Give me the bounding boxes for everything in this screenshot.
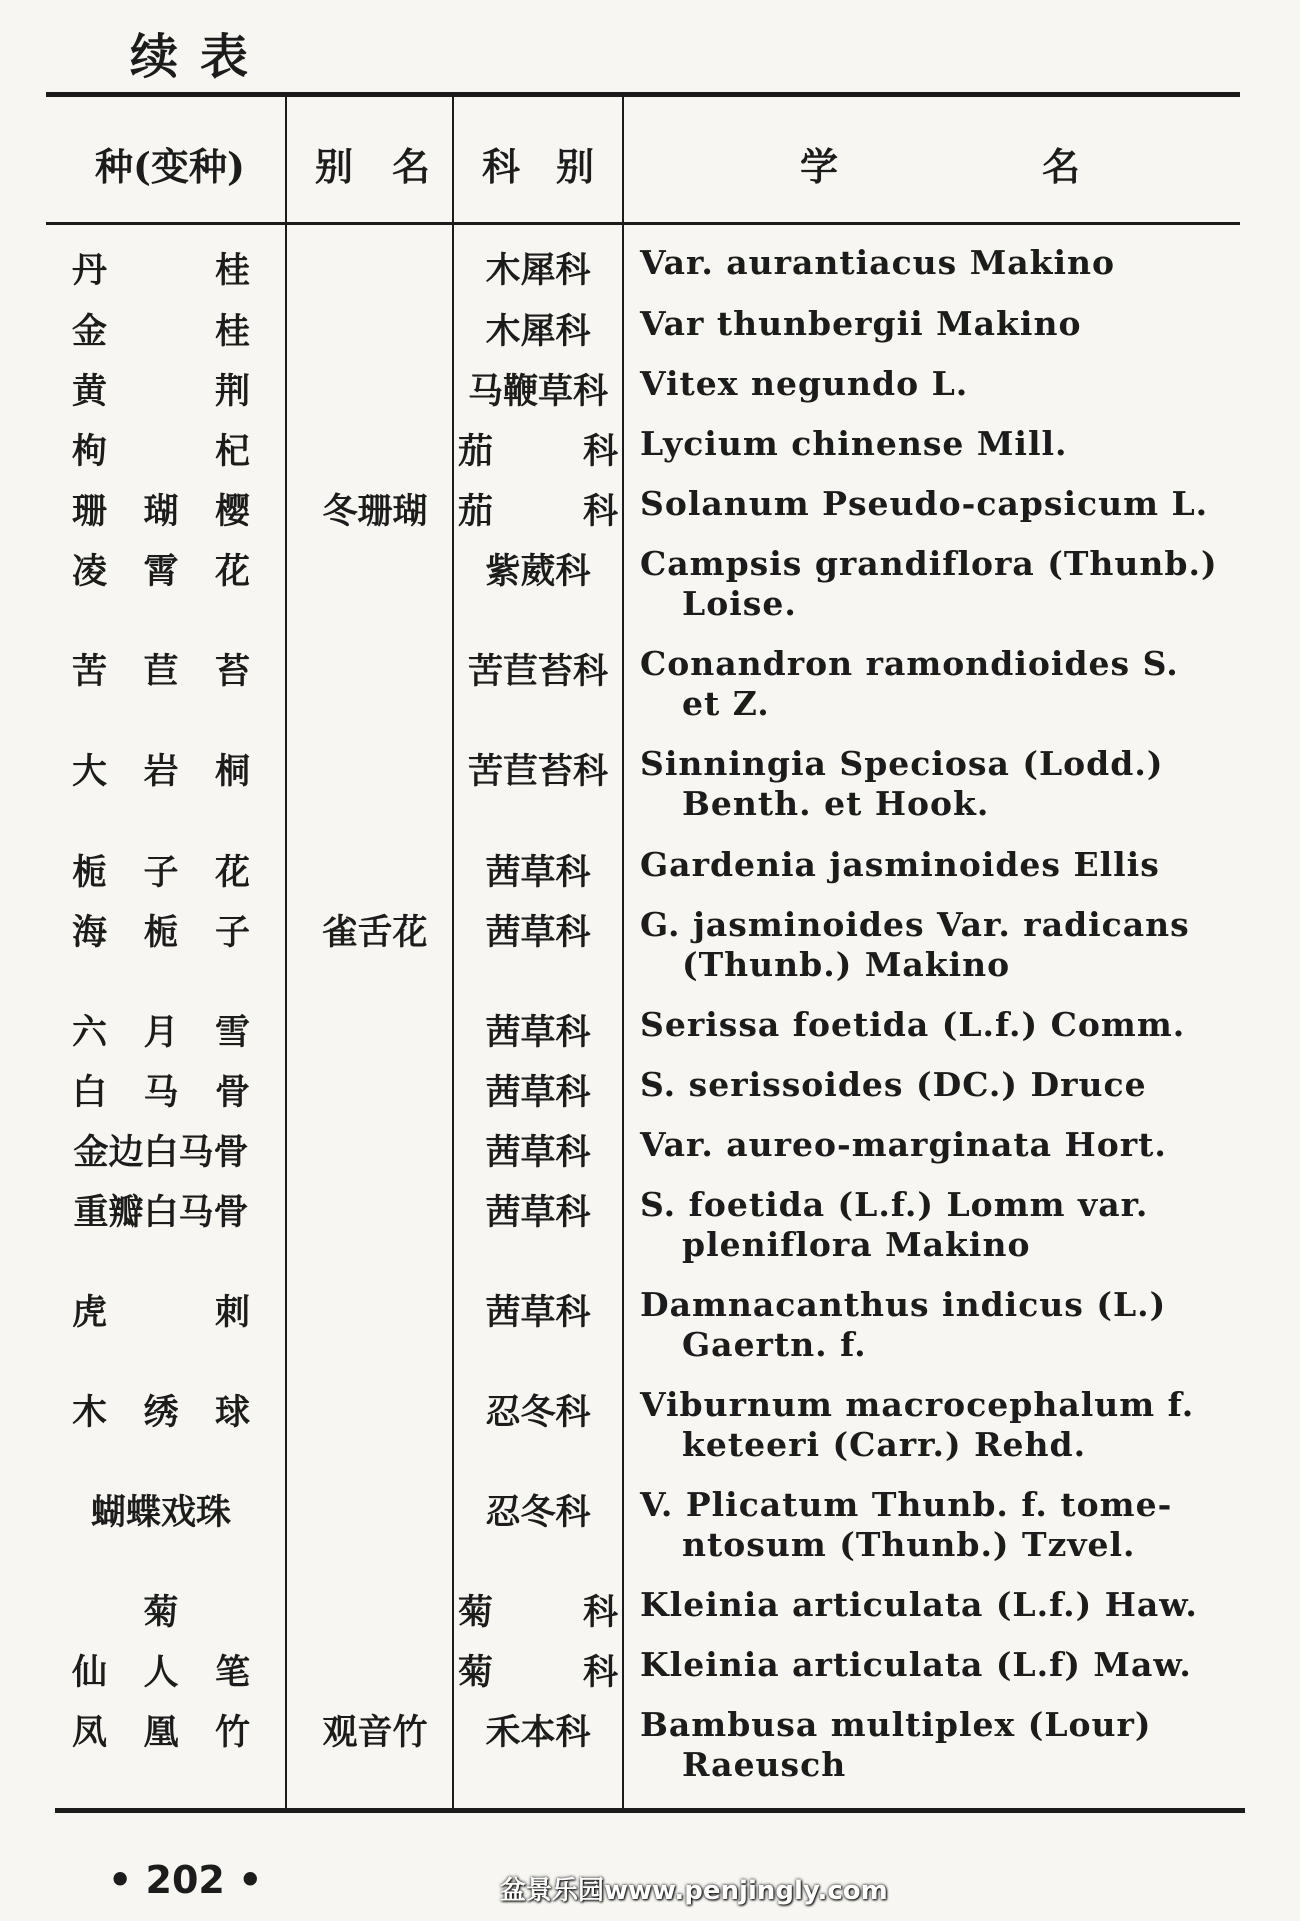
species-text: 蝴蝶戏珠 — [90, 1492, 231, 1533]
species-text: 花 — [214, 852, 250, 893]
species-text: 杞 — [214, 431, 250, 472]
species-text: 竹 — [214, 1712, 250, 1753]
family-text: 茜草科 — [485, 1192, 591, 1233]
column-divider-2 — [452, 97, 454, 1808]
species-text: 桂 — [214, 250, 250, 291]
page-number: • 202 • — [108, 1858, 263, 1902]
scientific-name-line: Serissa foetida (L.f.) Comm. — [640, 1005, 1186, 1044]
scientific-name-line: ntosum (Thunb.) Tzvel. — [682, 1525, 1136, 1564]
species-text: 骨 — [214, 1072, 250, 1113]
species-text: 栀 — [143, 912, 179, 953]
family-cell — [458, 1285, 618, 1335]
scientific-name-cell — [640, 424, 1275, 464]
header-text: 别 — [315, 143, 354, 189]
family-text: 木犀科 — [485, 250, 591, 291]
species-text: 凤 — [72, 1712, 108, 1753]
scientific-name-cell — [640, 1645, 1275, 1685]
family-text: 禾本科 — [485, 1712, 591, 1753]
scientific-name-line: Campsis grandiflora (Thunb.) — [640, 544, 1218, 583]
scientific-name-line: pleniflora Makino — [682, 1225, 1031, 1264]
scientific-name-line: (Thunb.) Makino — [682, 945, 1011, 984]
species-cell — [72, 1125, 250, 1175]
species-text: 桂 — [214, 311, 250, 352]
species-text: 樱 — [214, 491, 250, 532]
species-text: 黄 — [72, 371, 108, 412]
scientific-name-line: Gardenia jasminoides Ellis — [640, 845, 1160, 884]
family-text: 科 — [582, 491, 618, 532]
species-text: 月 — [143, 1012, 179, 1053]
family-cell — [458, 424, 618, 474]
header-text: 名 — [391, 143, 430, 189]
species-text: 桐 — [214, 751, 250, 792]
scientific-name-line: Conandron ramondioides S. — [640, 644, 1179, 683]
species-text: 苣 — [143, 651, 179, 692]
alias-cell: 冬珊瑚 — [322, 491, 428, 532]
family-text: 茜草科 — [485, 1012, 591, 1053]
scientific-name-cell — [640, 644, 1275, 724]
family-cell — [458, 364, 618, 414]
header-sci — [800, 128, 1080, 198]
scientific-name-cell — [640, 744, 1275, 824]
species-text: 瑚 — [143, 491, 179, 532]
species-cell — [72, 424, 250, 474]
scientific-name-line: Benth. et Hook. — [682, 784, 990, 823]
species-text: 荆 — [214, 371, 250, 412]
species-cell — [72, 1585, 250, 1635]
species-text: 凰 — [143, 1712, 179, 1753]
species-cell — [72, 1645, 250, 1695]
family-text: 木犀科 — [485, 311, 591, 352]
species-text: 凌 — [72, 551, 108, 592]
scientific-name-cell — [640, 845, 1275, 885]
species-text: 菊 — [143, 1592, 179, 1633]
family-cell — [458, 1485, 618, 1535]
family-cell — [458, 845, 618, 895]
scientific-name-cell — [640, 1005, 1275, 1045]
species-text: 白 — [72, 1072, 108, 1113]
family-text: 苦苣苔科 — [467, 651, 608, 692]
scientific-name-cell — [640, 364, 1275, 404]
species-text: 笔 — [214, 1652, 250, 1693]
species-text: 刺 — [214, 1292, 250, 1333]
scientific-name-cell — [640, 1585, 1275, 1625]
alias-cell: 雀舌花 — [322, 912, 428, 953]
family-cell — [458, 1585, 618, 1635]
header-text: 别 — [555, 143, 594, 189]
scientific-name-cell — [640, 1485, 1275, 1565]
species-cell — [72, 1385, 250, 1435]
species-text: 栀 — [72, 852, 108, 893]
page-title: 续表 — [130, 29, 271, 85]
species-text: 人 — [143, 1652, 179, 1693]
family-text: 苦苣苔科 — [467, 751, 608, 792]
family-cell — [458, 1645, 618, 1695]
scientific-name-line: Raeusch — [682, 1745, 847, 1784]
family-text: 科 — [582, 1652, 618, 1693]
family-text: 科 — [582, 431, 618, 472]
header-text: 学 — [800, 143, 839, 189]
family-cell — [458, 1065, 618, 1115]
scientific-name-line: Sinningia Speciosa (Lodd.) — [640, 744, 1164, 783]
header-bottom-rule — [46, 222, 1240, 225]
header-alias — [315, 128, 430, 198]
family-cell — [458, 905, 618, 955]
species-text: 虎 — [72, 1292, 108, 1333]
species-cell — [72, 484, 250, 534]
species-cell — [72, 744, 250, 794]
family-cell — [458, 484, 618, 534]
species-text: 木 — [72, 1392, 108, 1433]
species-cell — [72, 544, 250, 594]
scientific-name-cell — [640, 1065, 1275, 1105]
scientific-name-cell — [640, 905, 1275, 985]
header-species — [70, 128, 270, 198]
species-text: 六 — [72, 1012, 108, 1053]
scientific-name-line: Vitex negundo L. — [640, 364, 969, 403]
species-cell — [72, 304, 250, 354]
family-cell — [458, 243, 618, 293]
species-text: 雪 — [214, 1012, 250, 1053]
species-cell — [72, 845, 250, 895]
family-text: 科 — [582, 1592, 618, 1633]
scientific-name-line: keteeri (Carr.) Rehd. — [682, 1425, 1087, 1464]
scientific-name-line: Kleinia articulata (L.f) Maw. — [640, 1645, 1192, 1684]
species-text: 马 — [143, 1072, 179, 1113]
scientific-name-line: Lycium chinense Mill. — [640, 424, 1068, 463]
species-text: 霄 — [143, 551, 179, 592]
family-cell — [458, 544, 618, 594]
species-text: 海 — [72, 912, 108, 953]
species-text: 岩 — [143, 751, 179, 792]
species-text: 丹 — [72, 250, 108, 291]
family-text: 茜草科 — [485, 1132, 591, 1173]
family-text: 茜草科 — [485, 912, 591, 953]
family-cell — [458, 1705, 618, 1755]
scientific-name-line: Kleinia articulata (L.f.) Haw. — [640, 1585, 1198, 1624]
family-cell — [458, 644, 618, 694]
family-text: 菊 — [458, 1592, 494, 1633]
species-text: 球 — [214, 1392, 250, 1433]
scientific-name-line: Solanum Pseudo-capsicum L. — [640, 484, 1209, 523]
scientific-name-line: Var thunbergii Makino — [640, 304, 1082, 343]
family-text: 茄 — [458, 431, 494, 472]
family-cell — [458, 304, 618, 354]
family-text: 茜草科 — [485, 1292, 591, 1333]
family-text: 马鞭草科 — [467, 371, 608, 412]
species-text: 子 — [143, 852, 179, 893]
species-cell — [72, 644, 250, 694]
species-cell — [72, 1705, 250, 1755]
scientific-name-cell — [640, 243, 1275, 283]
family-cell — [458, 1185, 618, 1235]
species-cell — [72, 1065, 250, 1115]
scientific-name-line: Var. aurantiacus Makino — [640, 243, 1116, 282]
alias-cell: 观音竹 — [322, 1712, 428, 1753]
species-text: 子 — [214, 912, 250, 953]
family-text: 忍冬科 — [485, 1492, 591, 1533]
species-text: 大 — [72, 751, 108, 792]
scientific-name-line: Gaertn. f. — [682, 1325, 867, 1364]
species-text: 重瓣白马骨 — [73, 1192, 249, 1233]
column-divider-1 — [285, 97, 287, 1808]
scientific-name-line: S. serissoides (DC.) Druce — [640, 1065, 1147, 1104]
column-divider-3 — [622, 97, 624, 1808]
scientific-name-line: G. jasminoides Var. radicans — [640, 905, 1190, 944]
species-text: 绣 — [143, 1392, 179, 1433]
species-cell — [72, 1285, 250, 1335]
scientific-name-cell — [640, 544, 1275, 624]
scientific-name-line: Var. aureo-marginata Hort. — [640, 1125, 1167, 1164]
scientific-name-cell — [640, 484, 1275, 524]
scientific-name-line: V. Plicatum Thunb. f. tome- — [640, 1485, 1173, 1524]
species-text: 仙 — [72, 1652, 108, 1693]
family-text: 菊 — [458, 1652, 494, 1693]
family-cell — [458, 744, 618, 794]
species-text: 枸 — [72, 431, 108, 472]
scientific-name-line: et Z. — [682, 684, 770, 723]
family-text: 紫葳科 — [485, 551, 591, 592]
family-cell — [458, 1385, 618, 1435]
table-bottom-rule — [55, 1808, 1245, 1813]
scientific-name-line: S. foetida (L.f.) Lomm var. — [640, 1185, 1149, 1224]
header-text: 名 — [1041, 143, 1080, 189]
species-text: 花 — [214, 551, 250, 592]
scientific-name-cell — [640, 1185, 1275, 1265]
family-text: 茜草科 — [485, 1072, 591, 1113]
family-text: 茄 — [458, 491, 494, 532]
watermark: 盆景乐园www.penjingly.com — [500, 1876, 888, 1906]
scientific-name-cell — [640, 1385, 1275, 1465]
scientific-name-cell — [640, 1705, 1275, 1785]
scientific-name-line: Loise. — [682, 584, 797, 623]
scientific-name-cell — [640, 1125, 1275, 1165]
scientific-name-line: Bambusa multiplex (Lour) — [640, 1705, 1152, 1744]
scientific-name-cell — [640, 304, 1275, 344]
species-cell — [72, 364, 250, 414]
species-cell — [72, 905, 250, 955]
family-cell — [458, 1125, 618, 1175]
species-text: 珊 — [72, 491, 108, 532]
scientific-name-line: Viburnum macrocephalum f. — [640, 1385, 1195, 1424]
header-text: 种(变种) — [95, 143, 245, 189]
species-text: 苔 — [214, 651, 250, 692]
scientific-name-line: Damnacanthus indicus (L.) — [640, 1285, 1167, 1324]
table-top-rule — [46, 92, 1240, 97]
species-cell — [72, 1485, 250, 1535]
scientific-name-cell — [640, 1285, 1275, 1365]
family-text: 忍冬科 — [485, 1392, 591, 1433]
species-cell — [72, 1005, 250, 1055]
species-cell — [72, 1185, 250, 1235]
header-text: 科 — [482, 143, 521, 189]
species-text: 金 — [72, 311, 108, 352]
family-cell — [458, 1005, 618, 1055]
species-text: 金边白马骨 — [73, 1132, 249, 1173]
header-family — [482, 128, 594, 198]
family-text: 茜草科 — [485, 852, 591, 893]
species-cell — [72, 243, 250, 293]
species-text: 苦 — [72, 651, 108, 692]
